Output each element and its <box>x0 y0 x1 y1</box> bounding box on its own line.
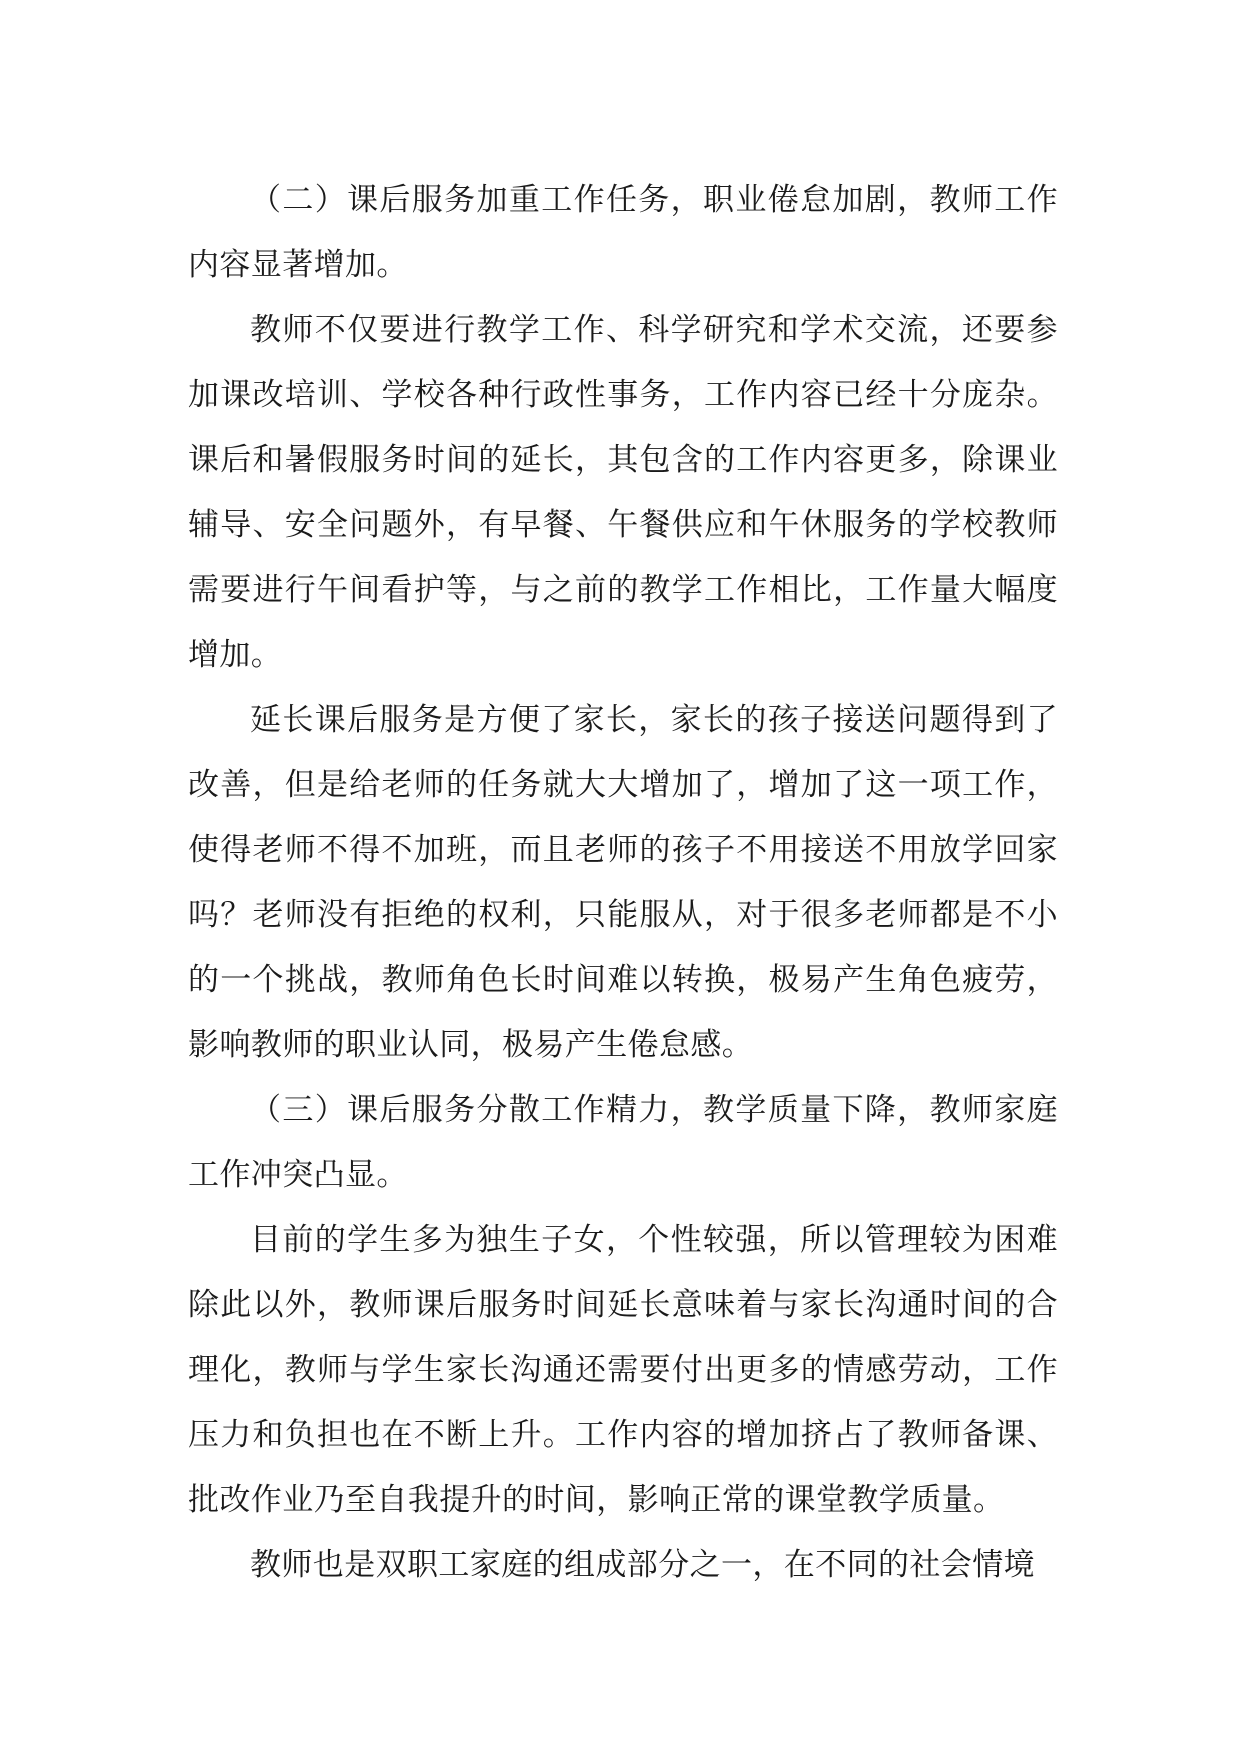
document-body <box>188 168 1058 1598</box>
body-paragraph: 教师也是双职工家庭的组成部分之一，在不同的社会情境 <box>250 1547 1035 1583</box>
body-paragraph: 教师不仅要进行教学工作、科学研究和学术交流，还要参加课改培训、学校各种行政性事务，工作内容已经十分庞杂。课后和暑假服务时间的延长，其包含的工作内容更多，除课业辅导、安全问题外，有早餐、午餐供应和午休服务的学校教师需要进行午间看护等，与之前的教学工作相比，工作量大幅度增加。 <box>188 312 1058 673</box>
section-heading-3: （三）课后服务分散工作精力，教学质量下降，教师家庭工作冲突凸显。 <box>188 1092 1058 1193</box>
body-paragraph: 目前的学生多为独生子女，个性较强，所以管理较为困难除此以外，教师课后服务时间延长意味着与家长沟通时间的合理化，教师与学生家长沟通还需要付出更多的情感劳动，工作压力和负担也在不断上升。工作内容的增加挤占了教师备课、批改作业乃至自我提升的时间，影响正常的课堂教学质量。 <box>188 1222 1058 1518</box>
body-paragraph: 延长课后服务是方便了家长，家长的孩子接送问题得到了改善，但是给老师的任务就大大增加了，增加了这一项工作，使得老师不得不加班，而且老师的孩子不用接送不用放学回家吗？老师没有拒绝的权利，只能服从，对于很多老师都是不小的一个挑战，教师角色长时间难以转换，极易产生角色疲劳，影响教师的职业认同，极易产生倦怠感。 <box>188 702 1058 1063</box>
section-heading-2: （二）课后服务加重工作任务，职业倦怠加剧，教师工作内容显著增加。 <box>188 182 1058 283</box>
